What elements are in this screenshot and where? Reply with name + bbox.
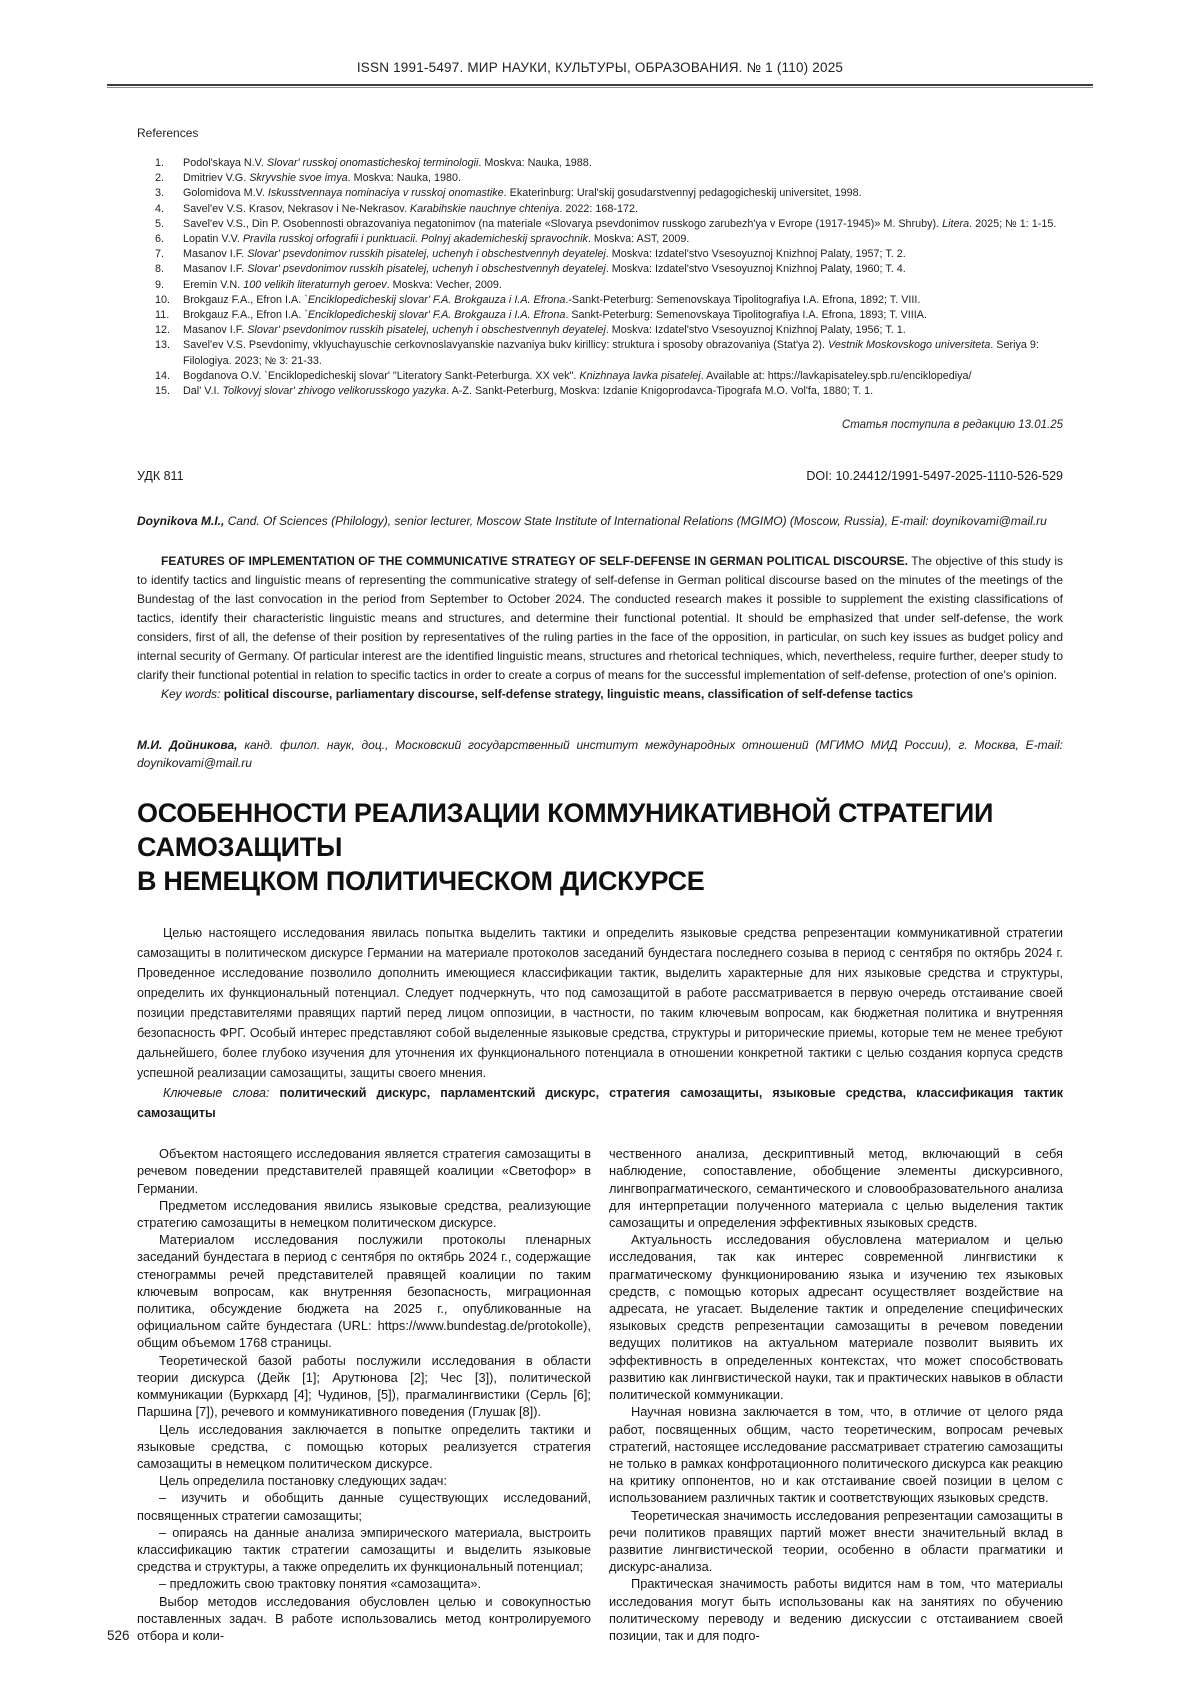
reference-text: . Moskva: Izdatel'stvo Vsesoyuznoj Knizhnoj Palaty, 1957; T. 2. bbox=[605, 248, 906, 261]
meta-row bbox=[137, 469, 1063, 483]
reference-text: Brokgauz F.A., Efron I.A. bbox=[183, 309, 305, 322]
journal-header-line: ISSN 1991-5497. МИР НАУКИ, КУЛЬТУРЫ, ОБРАЗОВАНИЯ. № 1 (110) 2025 bbox=[356, 60, 844, 75]
body-paragraph: чественного анализа, дескриптивный метод, включающий в себя наблюдение, сопоставление, обобщение элементы дискурсивного, лингвопрагматического, семантического и словообразовательного анализа для интерпретации полученного материала с целью выделения тактик самозащиты и определения эффективных языковых средств. bbox=[609, 1146, 1063, 1231]
reference-item bbox=[137, 186, 1063, 201]
body-paragraph: Цель исследования заключается в попытке определить тактики и языковые средства, с помощью которых реализуется стратегия самозащиты в немецком политическом дискурсе. bbox=[137, 1421, 591, 1471]
reference-item bbox=[137, 278, 1063, 293]
article-title-ru bbox=[137, 796, 1063, 898]
reference-item bbox=[137, 171, 1063, 186]
reference-item bbox=[137, 262, 1063, 277]
reference-title: Knizhnaya lavka pisatelej bbox=[579, 369, 701, 382]
body-paragraph: Научная новизна заключается в том, что, в отличие от целого ряда работ, посвященных общим, часто теоретическим, вопросам речевых стратегий, настоящее исследование рассматривает стратегию самозащиты не только в рамках конфротационного политического дискурса как реакцию на критику оппонентов, но и как отстаивание своей позиции в целом с использованием различных тактик и соответствующих языковых средств. bbox=[609, 1404, 1063, 1506]
header-divider bbox=[107, 84, 1093, 88]
author-name-en: Doynikova M.I., bbox=[137, 514, 225, 529]
reference-title: Vestnik Moskovskogo universiteta bbox=[828, 339, 991, 352]
reference-text: Masanov I.F. bbox=[183, 248, 248, 261]
reference-text: . Moskva: Nauka, 1988. bbox=[478, 157, 592, 169]
reference-title: `Enciklopedicheskij slovar' F.A. Brokgauza i I.A. Efrona bbox=[304, 293, 566, 306]
reference-text: . Moskva: Izdatel'stvo Vsesoyuznoj Knizhnoj Palaty, 1956; T. 1. bbox=[605, 324, 906, 337]
reference-number: 7. bbox=[155, 248, 165, 261]
reference-number: 15. bbox=[155, 385, 171, 398]
reference-item bbox=[137, 293, 1063, 308]
reference-text: . Seriya 9: Filologiya. 2023; № 3: 21-33. bbox=[183, 339, 1039, 367]
body-paragraph: Предметом исследования явились языковые средства, реализующие стратегию самозащиты в немецком политическом дискурсе. bbox=[137, 1197, 591, 1231]
reference-text: Golomidova M.V. bbox=[183, 187, 268, 200]
author-affiliation-en: Cand. Of Sciences (Philology), senior lecturer, Moscow State Institute of International Relations (MGIMO) (Moscow, Russia), E-mail: doynikovami@mail.ru bbox=[224, 514, 1047, 529]
reference-text: . Moskva: Vecher, 2009. bbox=[386, 278, 502, 291]
body-paragraph: Теоретической базой работы послужили исследования в области теории дискурса (Дейк [1]; Арутюнова [2]; Чес [3]), политической коммуникации (Буркхард [4]; Чудинов, [5]), прагмалингвистики (Серль [6]; Паршина [7]), речевого и коммуникативного поведения (Глушак [8]). bbox=[137, 1352, 591, 1420]
reference-title: Karabihskie nauchnye chteniya bbox=[409, 202, 560, 215]
keywords-en-label: Key words: bbox=[161, 687, 221, 702]
keywords-ru-label: Ключевые слова: bbox=[163, 1086, 270, 1101]
reference-item bbox=[137, 232, 1063, 247]
reference-number: 5. bbox=[155, 217, 165, 230]
reference-text: Lopatin V.V. bbox=[183, 233, 243, 246]
doi-code: DOI: 10.24412/1991-5497-2025-1110-526-529 bbox=[806, 469, 1063, 484]
reference-item bbox=[137, 202, 1063, 217]
reference-item bbox=[137, 247, 1063, 262]
abstract-ru: Целью настоящего исследования явилась попытка выделить тактики и определить языковые средства репрезентации коммуникативной стратегии самозащиты в политическом дискурсе Германии на материале протоколов заседаний бундестага последнего созыва в период с сентября по октябрь 2024 г. Проведенное исследование позволило дополнить имеющиеся классификации тактик, выделить характерные для них языковые средства и структуры, определить их функциональный потенциал. Следует подчеркнуть, что под самозащитой в работе рассматривается в первую очередь отстаивание своей позиции представителями правящих партий перед лицом оппозиции, в частности, по таким ключевым вопросам, как бюджетная политика и внутренняя безопасность ФРГ. Особый интерес представляют собой выделенные языковые средства, структуры и риторические приемы, которые тем не менее требуют дальнейшего, более глубоко изучения для уточнения их функционального потенциала в отношении конкретной тактики с целью создания корпуса средств успешной реализации самозащиты, защиты своего мнения. bbox=[137, 926, 1063, 1081]
abstract-en bbox=[137, 552, 1063, 685]
reference-title: Slovar' psevdonimov russkih pisatelej, uchenyh i obschestvennyh deyatelej bbox=[247, 248, 606, 261]
body-paragraph: Материалом исследования послужили протоколы пленарных заседаний бундестага в период с сентября по октябрь 2024 г., содержащие стенограммы речей представителей правящей коалиции по таким ключевым вопросам, как внутренняя безопасность, миграционная политика, обсуждение бюджета на 2025 г., опубликованные на официальном сайте бундестага (URL: https://www.bundestag.de/protokolle), общим объемом 1768 страницы. bbox=[137, 1232, 591, 1351]
reference-text: Savel'ev V.S. Psevdonimy, vklyuchayuschie cerkovnoslavyanskie nazvaniya bukv kirillicy: struktura i sposoby obrazovaniya (Stat'ya 2). bbox=[183, 339, 829, 352]
reference-number: 12. bbox=[155, 324, 171, 337]
reference-item bbox=[137, 338, 1063, 368]
reference-text: Savel'ev V.S., Din P. Osobennosti obrazovaniya negatonimov (na materiale «Slovarya psevdonimov russkogo zarubezh'ya v Evrope (1917-1945)» M. Shruby). bbox=[183, 217, 943, 230]
reference-title: Pravila russkoj orfografii i punktuacii. Polnyj akademicheskij spravochnik bbox=[242, 233, 588, 246]
keywords-en bbox=[137, 685, 1063, 704]
reference-text: Brokgauz F.A., Efron I.A. bbox=[183, 293, 305, 306]
reference-title: Iskusstvennaya nominaciya v russkoj onomastike bbox=[267, 187, 504, 200]
reference-title: Litera bbox=[942, 217, 970, 230]
reference-item bbox=[137, 323, 1063, 338]
author-name-ru: М.И. Дойникова, bbox=[137, 738, 238, 753]
body-paragraph: Цель определила постановку следующих задач: bbox=[159, 1473, 448, 1489]
reference-text: . Ekaterinburg: Ural'skij gosudarstvennyj pedagogicheskij universitet, 1998. bbox=[503, 187, 862, 200]
reference-number: 10. bbox=[155, 293, 171, 306]
body-paragraph: Практическая значимость работы видится нам в том, что материалы исследования могут быть использованы как на занятиях по обучению политическому переводу и ведению дискуссии с отстаиванием своей позиции, так и для подго- bbox=[609, 1576, 1063, 1643]
reference-number: 4. bbox=[155, 202, 165, 215]
received-note: Статья поступила в редакцию 13.01.25 bbox=[841, 419, 1063, 432]
reference-number: 14. bbox=[155, 369, 171, 382]
reference-text: Eremin V.N. bbox=[183, 278, 244, 291]
reference-title: Tolkovyj slovar' zhivogo velikorusskogo yazyka bbox=[222, 385, 447, 398]
reference-item bbox=[137, 384, 1063, 399]
reference-item bbox=[137, 308, 1063, 323]
article-title-en: FEATURES OF IMPLEMENTATION OF THE COMMUNICATIVE STRATEGY OF SELF-DEFENSE IN GERMAN POLITICAL DISCOURSE. bbox=[161, 554, 908, 569]
reference-text: Podol'skaya N.V. bbox=[183, 157, 267, 169]
reference-number: 1. bbox=[155, 157, 165, 169]
reference-text: Bogdanova O.V. `Enciklopedicheskij slovar' "Literatory Sankt-Peterburga. XX vek". bbox=[183, 369, 580, 382]
reference-text: . 2022: 168-172. bbox=[559, 202, 639, 215]
keywords-ru bbox=[137, 1083, 1063, 1123]
body-columns bbox=[137, 1145, 1063, 1644]
body-paragraph: – изучить и обобщить данные существующих исследований, посвященных стратегии самозащиты; bbox=[137, 1490, 591, 1523]
reference-title: Slovar' russkoj onomasticheskoj terminologii bbox=[266, 157, 479, 169]
reference-number: 11. bbox=[155, 309, 170, 322]
keywords-ru-text: политический дискурс, парламентский дискурс, стратегия самозащиты, языковые средства, классификация тактик самозащиты bbox=[137, 1086, 1064, 1121]
references-heading: References bbox=[137, 126, 199, 140]
reference-item bbox=[137, 369, 1063, 384]
reference-text: .-Sankt-Peterburg: Semenovskaya Tipolitografiya I.A. Efrona, 1892; T. VIII. bbox=[565, 293, 921, 306]
reference-text: Dmitriev V.G. bbox=[183, 172, 250, 185]
body-left-column bbox=[137, 1145, 591, 1644]
body-paragraph: – опираясь на данные анализа эмпирического материала, выстроить классификацию тактик стратегии самозащиты и выделить языковые средства и структуры, а также определить их функциональный потенциал; bbox=[137, 1524, 591, 1575]
body-paragraph: – предложить свою трактовку понятия «самозащита». bbox=[159, 1576, 481, 1592]
reference-number: 9. bbox=[155, 278, 165, 291]
reference-text: Dal' V.I. bbox=[183, 385, 223, 398]
body-paragraph: Актуальность исследования обусловлена материалом и целью исследования, так как интерес современной лингвистики к прагматическому функционированию языка и изучению тех языковых средств, с помощью которых адресант осуществляет воздействие на адресата, не угасает. Выделение тактик и определение специфических языковых средств репрезентации самозащиты в речевом поведении ведущих политиков на актуальном материале позволит выявить их эффективность в определенных контекстах, что может способствовать развитию как лингвистической науки, так и практических навыков в области политической коммуникации. bbox=[609, 1232, 1063, 1403]
reference-number: 2. bbox=[155, 172, 165, 185]
udk-code: УДК 811 bbox=[137, 469, 184, 484]
article-title-ru-line2: В НЕМЕЦКОМ ПОЛИТИЧЕСКОМ ДИСКУРСЕ bbox=[137, 866, 705, 897]
body-paragraph: Теоретическая значимость исследования репрезентации самозащиты в речи политиков правящих партий может внести значительный вклад в развитие лингвистической теории, особенно в области прагматики и дискурс-анализа. bbox=[609, 1507, 1063, 1575]
reference-title: 100 velikih literaturnyh geroev bbox=[243, 278, 387, 291]
reference-item bbox=[137, 217, 1063, 232]
reference-title: `Enciklopedicheskij slovar' F.A. Brokgauza i I.A. Efrona bbox=[304, 309, 566, 322]
reference-text: . Moskva: AST, 2009. bbox=[587, 233, 690, 246]
keywords-en-text: political discourse, parliamentary discourse, self-defense strategy, linguistic means, classification of self-defense tactics bbox=[220, 687, 914, 702]
reference-text: Masanov I.F. bbox=[183, 263, 248, 276]
references-list bbox=[137, 156, 1063, 399]
body-paragraph: Объектом настоящего исследования является стратегия самозащиты в речевом поведении представителей правящей коалиции «Светофор» в Германии. bbox=[137, 1146, 591, 1196]
reference-title: Slovar' psevdonimov russkih pisatelej, uchenyh i obschestvennyh deyatelej bbox=[247, 324, 606, 337]
reference-number: 6. bbox=[155, 233, 165, 246]
reference-text: Masanov I.F. bbox=[183, 324, 248, 337]
reference-text: . Moskva: Nauka, 1980. bbox=[347, 172, 462, 185]
reference-item bbox=[137, 156, 1063, 171]
reference-text: . Available at: https://lavkapisateley.spb.ru/enciklopediya/ bbox=[700, 369, 972, 382]
body-right-column bbox=[609, 1145, 1063, 1644]
reference-number: 8. bbox=[155, 263, 165, 276]
author-line-ru bbox=[137, 736, 1063, 772]
page-number: 526 bbox=[107, 1628, 130, 1643]
abstract-en-text: The objective of this study is to identify tactics and linguistic means of representing the communicative strategy of self-defense in German political discourse based on the minutes of the meetings of the Bundestag of the last convocation in the period from September to October 2024. The conducted research makes it possible to supplement the existing classifications of tactics, identify their characteristic linguistic means and structures, and determine their functional potential. It should be emphasized that under self-defense, the work considers, first of all, the defense of their position by representatives of the ruling parties in the face of the opposition, in particular, on such key issues as budget policy and internal security of Germany. Of particular interest are the identified linguistic means, structures and rhetorical techniques, which, nevertheless, require further, deeper study to clarify their functional potential in relation to specific tactics in order to create a corpus of means for the successful implementation of self-defense, protection of one's opinion. bbox=[137, 554, 1063, 683]
author-line-en bbox=[137, 512, 1063, 530]
reference-text: . Sankt-Peterburg: Semenovskaya Tipolitografiya I.A. Efrona, 1893; T. VIIIA. bbox=[565, 309, 928, 322]
reference-number: 3. bbox=[155, 187, 165, 200]
reference-title: Skryvshie svoe imya bbox=[249, 172, 348, 185]
article-title-ru-line1: ОСОБЕННОСТИ РЕАЛИЗАЦИИ КОММУНИКАТИВНОЙ СТРАТЕГИИ САМОЗАЩИТЫ bbox=[137, 798, 994, 863]
author-affiliation-ru: канд. филол. наук, доц., Московский государственный институт международных отношений (МГИМО МИД России), г. Москва, E-mail: doynikovami@mail.ru bbox=[137, 738, 1064, 771]
reference-number: 13. bbox=[155, 339, 171, 352]
reference-text: . A-Z. Sankt-Peterburg, Moskva: Izdanie Knigoprodavca-Tipografa M.O. Vol'fa, 1880; T. 1. bbox=[446, 385, 874, 398]
reference-title: Slovar' psevdonimov russkih pisatelej, uchenyh i obschestvennyh deyatelej bbox=[247, 263, 606, 276]
reference-text: . 2025; № 1: 1-15. bbox=[969, 217, 1057, 230]
body-paragraph: Выбор методов исследования обусловлен целью и совокупностью поставленных задач. В работе использовались метод контролируемого отбора и коли- bbox=[137, 1593, 591, 1643]
reference-text: . Moskva: Izdatel'stvo Vsesoyuznoj Knizhnoj Palaty, 1960; T. 4. bbox=[605, 263, 906, 276]
reference-text: Savel'ev V.S. Krasov, Nekrasov i Ne-Nekrasov. bbox=[183, 202, 410, 215]
